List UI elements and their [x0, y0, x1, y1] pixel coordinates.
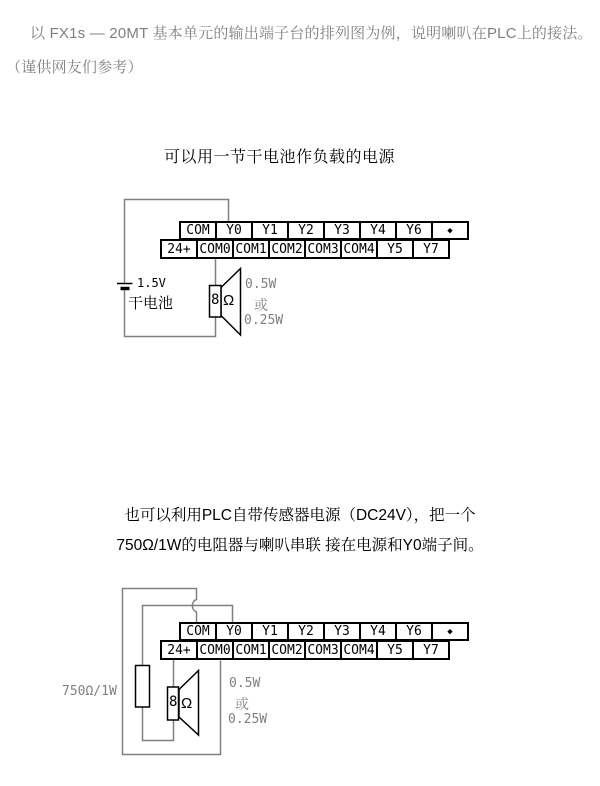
terminal-cell-y5: Y5: [376, 640, 414, 660]
resistor-value-label: 750Ω/1W: [62, 684, 117, 699]
d1-speaker-impedance-label: 8: [211, 292, 220, 308]
terminal-cell-y6: Y6: [395, 622, 433, 641]
terminal-cell-com0: COM0: [196, 640, 234, 660]
d1-power-option-or: 或: [254, 297, 268, 313]
battery-voltage-label: 1.5V: [137, 276, 166, 290]
terminal-cell-com: COM: [179, 221, 217, 240]
terminal-cell-y2: Y2: [287, 622, 325, 641]
terminal-cell-y4: Y4: [359, 622, 397, 641]
diagram1-caption: 可以用一节干电池作负载的电源: [164, 149, 396, 166]
d1-power-option-bottom: 0.25W: [244, 313, 284, 328]
d1-power-option-top: 0.5W: [245, 277, 277, 292]
d2-power-option-or: 或: [235, 696, 249, 712]
terminal-cell-com2: COM2: [268, 640, 306, 660]
diagram2-caption-line-2: 750Ω/1W的电阻器与喇叭串联 接在电源和Y0端子间。: [116, 537, 484, 554]
terminal-cell-com3: COM3: [304, 640, 342, 660]
terminal-cell-y7: Y7: [412, 640, 450, 660]
d2-speaker-impedance-label: 8: [169, 694, 178, 710]
terminal-cell-com4: COM4: [340, 239, 378, 259]
d1-speaker-ohm-label: Ω: [223, 292, 235, 309]
terminal-block-1-bottom-row: [160, 239, 450, 259]
terminal-cell-y2: Y2: [287, 221, 325, 240]
terminal-cell-com3: COM3: [304, 239, 342, 259]
terminal-block-2-top-row: [179, 622, 469, 641]
terminal-cell-com0: COM0: [196, 239, 234, 259]
terminal-cell-y1: Y1: [251, 221, 289, 240]
terminal-cell-y0: Y0: [215, 221, 253, 240]
terminal-cell-y4: Y4: [359, 221, 397, 240]
terminal-cell-com: COM: [179, 622, 217, 641]
terminal-cell-y7: Y7: [412, 239, 450, 259]
terminal-cell-y1: Y1: [251, 622, 289, 641]
battery-name-label: 干电池: [128, 295, 174, 312]
terminal-cell-y3: Y3: [323, 622, 361, 641]
terminal-cell-y5: Y5: [376, 239, 414, 259]
terminal-cell-com2: COM2: [268, 239, 306, 259]
terminal-cell-dot-icon: ◆: [431, 622, 469, 641]
intro-text-line-2: （谨供网友们参考）: [6, 59, 143, 76]
terminal-cell-com1: COM1: [232, 640, 270, 660]
terminal-cell-24plus: 24+: [160, 239, 198, 259]
d2-power-option-top: 0.5W: [229, 676, 261, 691]
diagram2-caption-line-1: 也可以利用PLC自带传感器电源（DC24V），把一个: [124, 507, 476, 524]
d2-resistor-icon: [136, 666, 150, 708]
terminal-block-2-bottom-row: [160, 640, 450, 660]
intro-text-line-1: 以 FX1s — 20MT 基本单元的输出端子台的排列图为例，说明喇叭在PLC上的接法。: [30, 25, 593, 42]
d2-power-option-bottom: 0.25W: [228, 712, 268, 727]
terminal-cell-y3: Y3: [323, 221, 361, 240]
terminal-cell-24plus: 24+: [160, 640, 198, 660]
diagram2-caption: [40, 501, 560, 561]
terminal-cell-y0: Y0: [215, 622, 253, 641]
terminal-cell-com1: COM1: [232, 239, 270, 259]
terminal-block-1-top-row: [179, 221, 469, 240]
terminal-cell-com4: COM4: [340, 640, 378, 660]
terminal-cell-dot-icon: ◆: [431, 221, 469, 240]
terminal-cell-y6: Y6: [395, 221, 433, 240]
d2-speaker-ohm-label: Ω: [181, 695, 193, 712]
